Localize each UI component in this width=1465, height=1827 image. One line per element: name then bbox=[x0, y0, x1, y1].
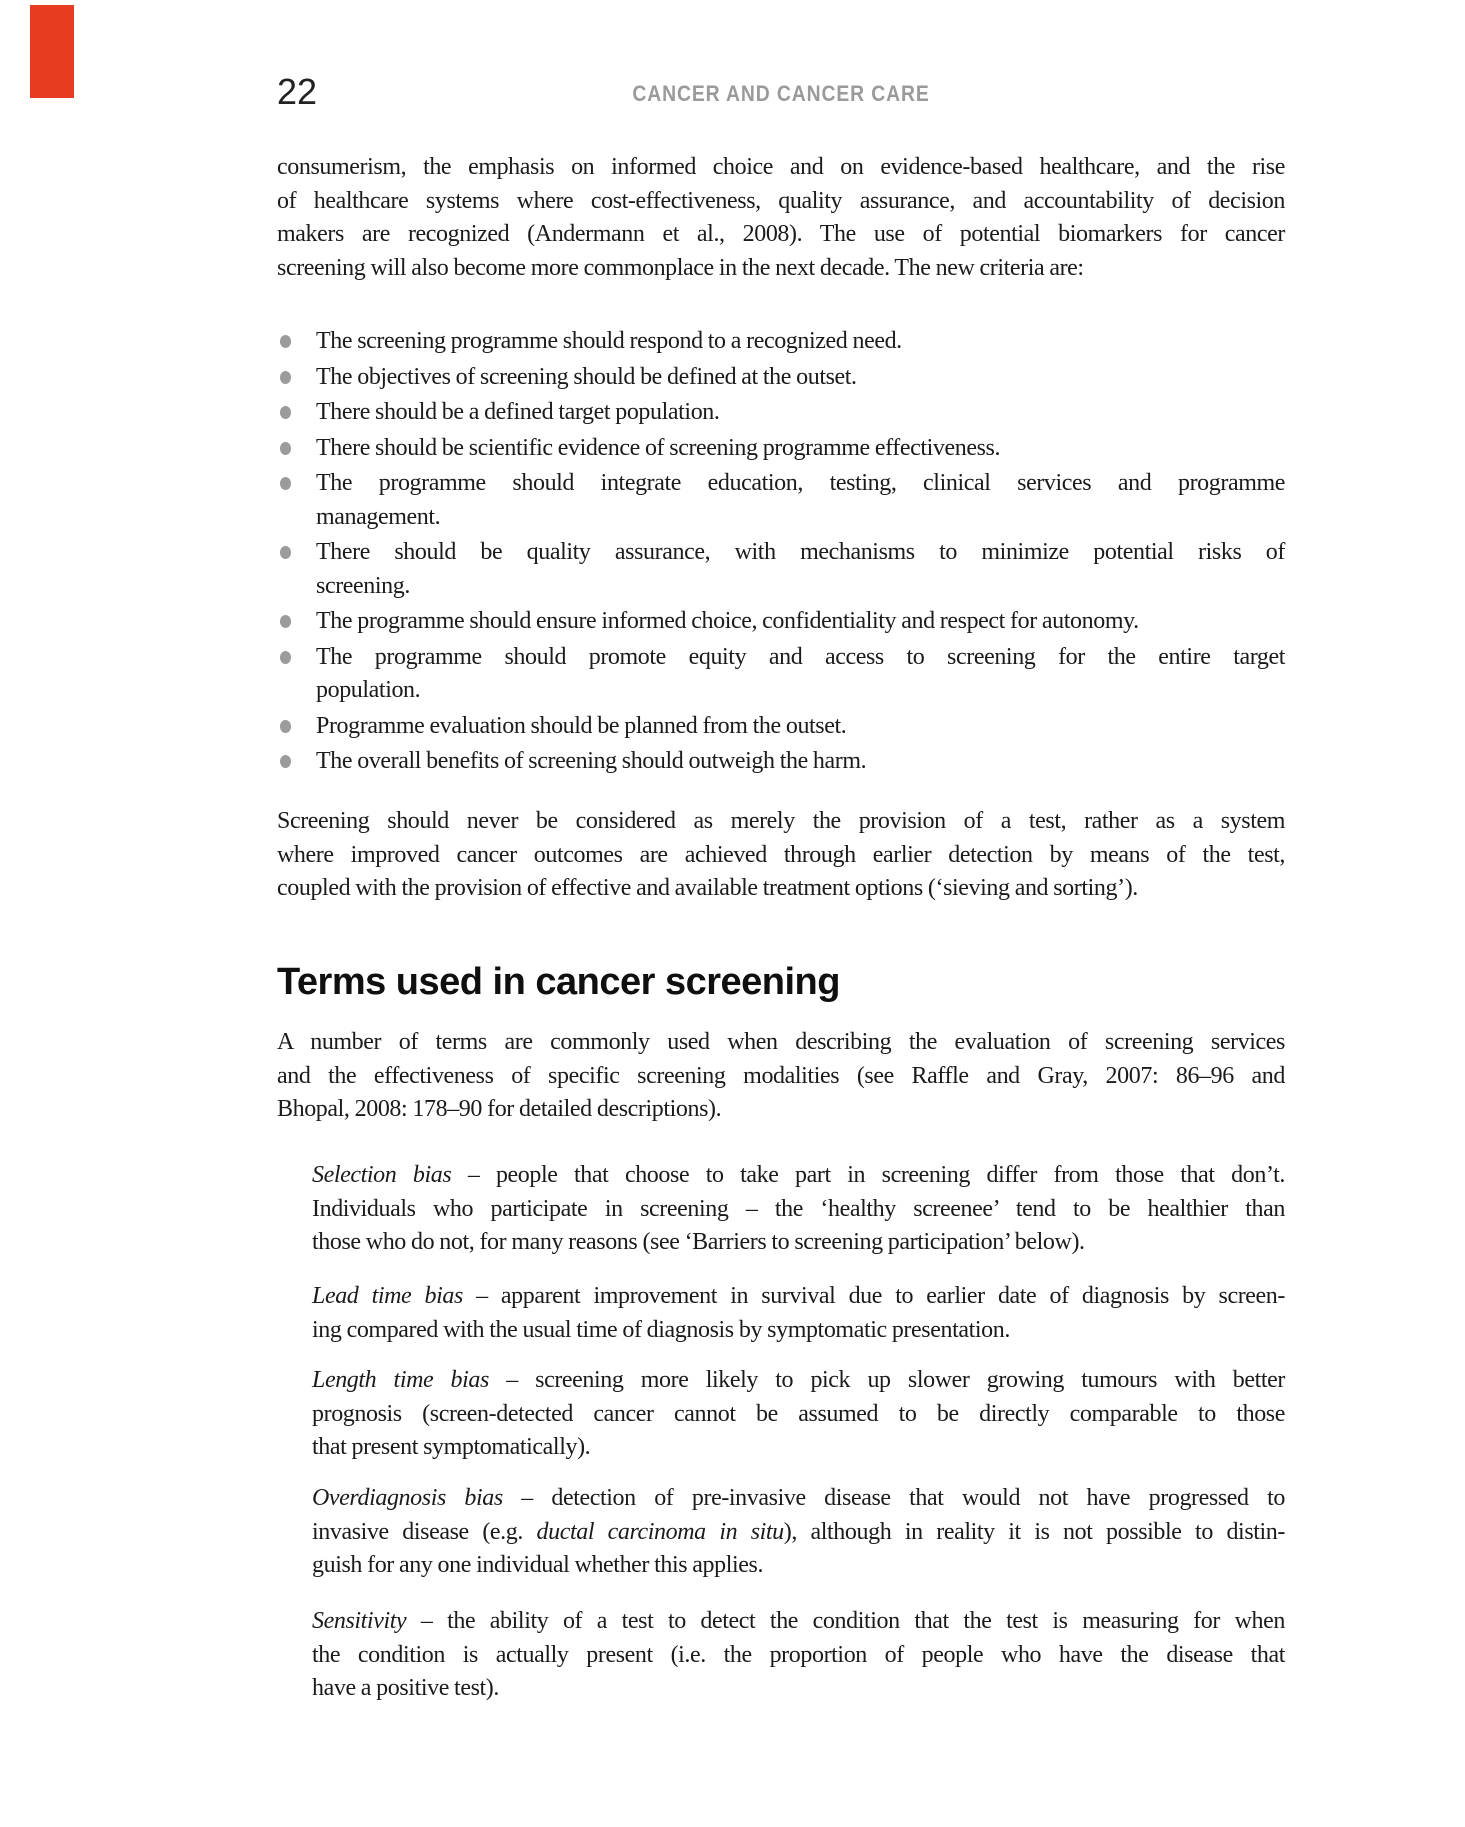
bullet-icon bbox=[280, 755, 291, 768]
list-item-text: The programme should ensure informed choice, confidentiality and respect for autonomy. bbox=[316, 608, 1139, 634]
list-item-text: The overall benefits of screening should outweigh the harm. bbox=[316, 748, 867, 774]
list-item-text: The programme should integrate education, testing, clinical services and programme management. bbox=[316, 470, 1285, 530]
definition-lead-time-bias: Lead time bias – apparent improvement in survival due to earlier date of diagnosis by screen- ing compared with the usual time of diagnosis by symptomatic presentation. bbox=[312, 1283, 1285, 1343]
running-header: CANCER AND CANCER CARE bbox=[632, 81, 930, 106]
list-item bbox=[277, 432, 1285, 466]
terms-intro-paragraph: A number of terms are commonly used when describing the evaluation of screening services and the effectiveness of specific screening modalities (see Raffle and Gray, 2007: 86–96 and Bhopal, 2008: 178–90 for detailed descriptions). bbox=[277, 1029, 1285, 1122]
bullet-icon bbox=[280, 335, 291, 348]
section-heading: Terms used in cancer screening bbox=[277, 961, 840, 1003]
bullet-icon bbox=[280, 442, 291, 455]
list-item bbox=[277, 745, 1285, 779]
bullet-icon bbox=[280, 371, 291, 384]
bullet-icon bbox=[280, 651, 291, 664]
list-item bbox=[277, 467, 1285, 534]
definition-sensitivity: Sensitivity – the ability of a test to detect the condition that the test is measuring for when the condition is actually present (i.e. the proportion of people who have the disease that have a positive test). bbox=[312, 1608, 1285, 1701]
list-item-text: The programme should promote equity and access to screening for the entire target population. bbox=[316, 643, 1285, 703]
intro-paragraph: consumerism, the emphasis on informed choice and on evidence-based healthcare, and the rise of healthcare systems where cost-effectiveness, quality assurance, and accountability of decision makers are recognized (Andermann et al., 2008). The use of potential biomarkers for cancer screening will also become more commonplace in the next decade. The new criteria are: bbox=[277, 154, 1285, 281]
list-item bbox=[277, 361, 1285, 395]
list-item bbox=[277, 710, 1285, 744]
bullet-icon bbox=[280, 546, 291, 559]
list-item-text: There should be quality assurance, with mechanisms to minimize potential risks of screening. bbox=[316, 539, 1285, 599]
list-item bbox=[277, 641, 1285, 708]
list-item-text: The objectives of screening should be defined at the outset. bbox=[316, 363, 857, 390]
closing-paragraph: Screening should never be considered as merely the provision of a test, rather as a system where improved cancer outcomes are achieved through earlier detection by means of the test, coupled with the provision of effective and available treatment options (‘sieving and sorting’). bbox=[277, 808, 1285, 901]
list-item bbox=[277, 325, 1285, 359]
criteria-list bbox=[277, 325, 1285, 781]
bullet-icon bbox=[280, 406, 291, 419]
definition-overdiagnosis-bias: Overdiagnosis bias – detection of pre-invasive disease that would not have progressed to invasive disease (e.g. ductal carcinoma in situ), although in reality it is not possible to distin- guish for any one individual whether this applies. bbox=[312, 1485, 1285, 1578]
definition-selection-bias: Selection bias – people that choose to take part in screening differ from those that don’t. Individuals who participate in screening – the ‘healthy screenee’ tend to be healthier than those who do not, for many reasons (see ‘Barriers to screening participation’ below). bbox=[312, 1162, 1285, 1255]
list-item bbox=[277, 605, 1285, 639]
definition-length-time-bias: Length time bias – screening more likely to pick up slower growing tumours with better prognosis (screen-detected cancer cannot be assumed to be directly comparable to those that present symptomatically). bbox=[312, 1367, 1285, 1460]
bullet-icon bbox=[280, 720, 291, 733]
list-item-text: The screening programme should respond to a recognized need. bbox=[316, 328, 902, 354]
list-item bbox=[277, 536, 1285, 603]
list-item-text: Programme evaluation should be planned from the outset. bbox=[316, 712, 847, 739]
list-item bbox=[277, 396, 1285, 430]
list-item-text: There should be a defined target population. bbox=[316, 399, 720, 425]
page-number: 22 bbox=[277, 71, 318, 112]
red-bookmark-tab bbox=[30, 5, 74, 98]
bullet-icon bbox=[280, 477, 291, 490]
bullet-icon bbox=[280, 615, 291, 628]
list-item-text: There should be scientific evidence of screening programme effectiveness. bbox=[316, 434, 1001, 461]
